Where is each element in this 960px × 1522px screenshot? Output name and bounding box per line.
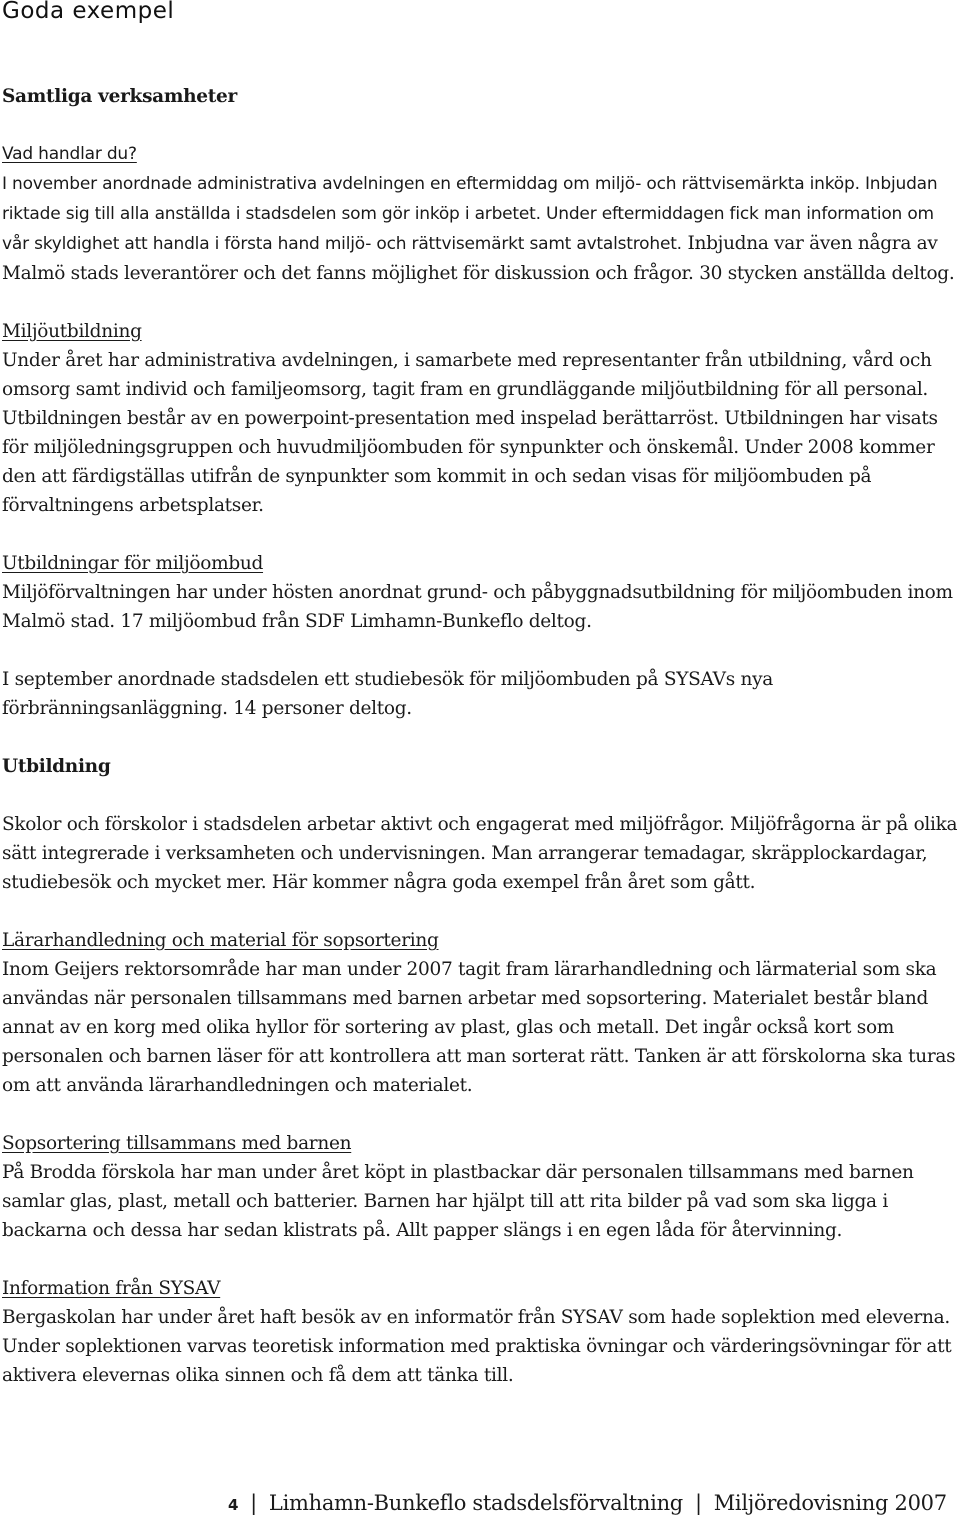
paragraph-utbildning: Skolor och förskolor i stadsdelen arbetar aktivt och engagerat med miljöfrågor. Miljöfrågorna är på olika sätt integrerade i verksamheten och undervisningen. Man arrangerar temadagar, skräpplockardagar, studiebesök och mycket mer. Här kommer några goda exempel från året som gått. [2,814,958,893]
section-heading-samtliga: Samtliga verksamheter [2,86,237,107]
section-lararhandledning [2,926,960,1100]
paragraph-lararhandledning: Inom Geijers rektorsområde har man under 2007 tagit fram lärarhandledning och lärmaterial som ska användas när personalen tillsammans med barnen arbetar med sopsortering. Materialet består bland annat av en korg med olika hyllor för sortering av plast, glas och metall. Det ingår också kort som personalen och barnen läser för att kontrollera att man sorterat rätt. Tanken är att förskolorna ska turas om att använda lärarhandledningen och materialet. [2,959,956,1096]
page-footer [228,1491,959,1515]
paragraph-studiebesok: I september anordnade stadsdelen ett studiebesök för miljöombuden på SYSAVs nya förbränningsanläggning. 14 personer deltog. [2,669,773,719]
section-heading-utbildning: Utbildning [2,756,111,777]
section-miljoutbildning [2,317,960,520]
subheading-vad-handlar: Vad handlar du? [2,144,137,164]
section-miljoombud [2,549,960,636]
paragraph-vad-handlar-part-1: I november anordnade administrativa avdelningen en eftermiddag om miljö- och rättvisemärkta inköp. Inbjudan riktade sig till alla anställda i stadsdelen som gör inköp i arbetet. Under eftermiddagen fick man information om vår skyldighet att handla i första hand miljö- och rättvisemärkt samt avtalstrohet. [2,174,938,254]
paragraph-miljoutbildning: Under året har administrativa avdelningen, i samarbete med representanter från utbildning, vård och omsorg samt individ och familjeomsorg, tagit fram en grundläggande miljöutbildning för all personal. Utbildningen består av en powerpoint-presentation med inspelad berättarröst. Utbildningen har visats för miljöledningsgruppen och huvudmiljöombuden för synpunkter och önskemål. Under 2008 kommer den att färdigställas utifrån de synpunkter som kommit in och sedan visas för miljöombuden på förvaltningens arbetsplatser. [2,350,938,516]
subheading-miljoombud: Utbildningar för miljöombud [2,553,264,574]
footer-separator: | [694,1491,702,1515]
paragraph-miljoombud: Miljöförvaltningen har under hösten anordnat grund- och påbyggnadsutbildning för miljöombuden inom Malmö stad. 17 miljöombud från SDF Limhamn-Bunkeflo deltog. [2,582,953,632]
paragraph-sysav: Bergaskolan har under året haft besök av en informatör från SYSAV som hade soplektion med eleverna. Under soplektionen varvas teoretisk information med praktiska övningar och värderingsövningar för att aktivera elevernas olika sinnen och få dem att tänka till. [2,1307,952,1386]
subheading-miljoutbildning: Miljöutbildning [2,321,142,342]
subheading-lararhandledning: Lärarhandledning och material för sopsortering [2,930,439,951]
section-sopsortering [2,1129,960,1245]
subheading-sysav: Information från SYSAV [2,1278,221,1299]
section-vad-handlar [2,140,960,288]
paragraph-sopsortering: På Brodda förskola har man under året köpt in plastbackar där personalen tillsammans med barnen samlar glas, plast, metall och batterier. Barnen har hjälpt till att rita bilder på vad som ska ligga i backarna och dessa har sedan klistrats på. Allt papper slängs i en egen låda för återvinning. [2,1162,914,1241]
footer-organization: Limhamn-Bunkeflo stadsdelsförvaltning [268,1491,683,1515]
document-body [2,82,960,1390]
paragraph-vad-handlar [2,169,960,288]
footer-separator: | [250,1491,257,1515]
subheading-sopsortering: Sopsortering tillsammans med barnen [2,1133,352,1154]
paragraph-vad-handlar-part-2: Inbjudna var även några av Malmö stads leverantörer och det fanns möjlighet för diskussion och frågor. 30 stycken anställda deltog. [2,233,955,284]
page-title: Goda exempel [2,0,175,24]
page-number: 4 [228,1496,239,1514]
footer-report: Miljöredovisning 2007 [713,1491,947,1515]
section-sysav [2,1274,960,1390]
